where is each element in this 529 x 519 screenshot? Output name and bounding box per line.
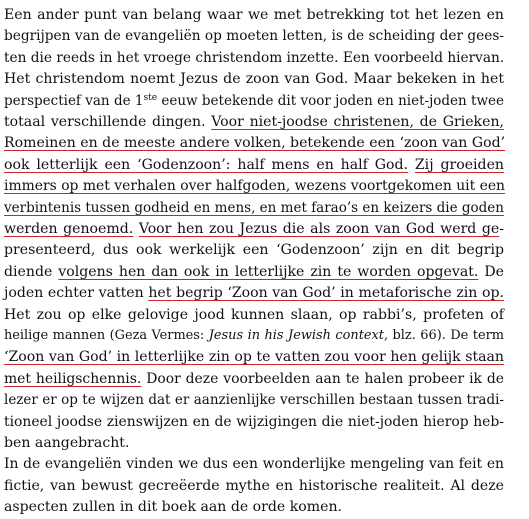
underlined-text: Romeinen en de meeste andere volken, betekende een ‘zoon van God’ <box>4 135 506 152</box>
text-segment: - <box>499 221 504 237</box>
text-line <box>4 389 504 411</box>
text-segment: lezer er op te wijzen dat er aanzienlijke verschillen bestaan tussen tradi- <box>4 392 504 409</box>
text-line <box>4 496 504 518</box>
book-title: Jesus in his Jewish context <box>208 328 384 343</box>
text-segment <box>408 157 415 173</box>
text-segment: eeuw betekende dit voor joden en niet-joden twee <box>157 92 504 109</box>
text-segment: Het zou op elke gelovige jood kunnen slaan, op rabbi’s, profeten of <box>4 306 504 323</box>
text-line <box>4 25 504 47</box>
text-segment: tioneel joodse zienswijzen en de wijzigingen die niet-joden hierop heb- <box>4 413 504 430</box>
text-segment: joden echter vatten <box>4 285 149 302</box>
text-line <box>4 282 504 304</box>
underlined-text: immers op met verhalen over halfgoden, wezens voortgekomen uit een <box>4 178 506 195</box>
text-line <box>4 346 504 368</box>
text-segment: In de evangeliën vinden we dus een wonderlijke mengeling van feit en <box>4 456 504 473</box>
text-segment: totaal verschillende dingen. <box>4 114 212 130</box>
underlined-text: ‘Zoon van God’ in letterlijke zin op te vatten zou voor hen gelijk staan <box>4 349 504 366</box>
text-segment: fictie, van bewust gecreëerde mythe en historische realiteit. Al deze <box>4 477 504 494</box>
text-line <box>4 132 504 154</box>
underlined-text: volgens hen dan ook in letterlijke zin te worden opgevat. <box>58 263 479 280</box>
text-line <box>4 154 504 176</box>
text-segment: diende <box>4 263 59 280</box>
underlined-text: Zij groeiden <box>414 156 504 173</box>
text-segment: perspectief van de 1 <box>4 92 144 109</box>
text-segment: ben aangebracht. <box>4 435 130 451</box>
text-segment: , blz. 66). De term <box>383 328 504 343</box>
text-segment: Het christendom noemt Jezus de zoon van God. Maar bekeken in het <box>4 71 504 88</box>
underlined-text: Voor hen zou Jezus die als zoon van God werd ge <box>138 221 500 237</box>
underlined-text: werden genoemd. <box>4 221 134 237</box>
text-line <box>4 68 504 90</box>
text-segment: ten die reeds in het vroege christendom inzette. Een voorbeeld hiervan. <box>4 49 505 66</box>
underlined-text: het begrip ‘Zoon van God’ in metaforische zin op. <box>148 285 504 302</box>
text-segment: aspecten zullen in dit boek aan de orde komen. <box>4 499 343 516</box>
underlined-text: met heiligschennis. <box>4 370 142 387</box>
text-line <box>4 411 504 433</box>
superscript: ste <box>143 92 158 103</box>
underlined-text: verbintenis tussen godheid en mens, en met farao’s en keizers die goden <box>4 199 504 216</box>
text-line <box>4 90 504 112</box>
text-line <box>4 325 504 347</box>
underlined-text: ook letterlijk een ‘Godenzoon’: half mens en half God. <box>4 156 408 173</box>
text-line <box>4 432 504 454</box>
text-line <box>4 261 504 283</box>
text-line <box>4 111 504 133</box>
text-line <box>4 304 504 326</box>
underlined-text: Voor niet-joodse christenen, de Grieken, <box>211 114 504 130</box>
text-line <box>4 218 504 240</box>
text-line <box>4 175 504 197</box>
text-line <box>4 475 504 497</box>
text-line <box>4 453 504 475</box>
text-segment: Een ander punt van belang waar we met betrekking tot het lezen en <box>4 7 504 23</box>
text-segment: De <box>478 263 504 280</box>
text-line <box>4 4 504 26</box>
text-segment: presenteerd, dus ook werkelijk een ‘Godenzoon’ zijn en dit begrip <box>4 242 504 259</box>
text-line <box>4 368 504 390</box>
text-segment: begrijpen van de evangeliën op moeten letten, is de scheiding der gees- <box>4 28 504 45</box>
text-line <box>4 239 504 261</box>
text-segment: heilige mannen (Geza Vermes: <box>4 328 209 343</box>
text-segment: Door deze voorbeelden aan te halen probeer ik de <box>141 370 504 387</box>
text-line <box>4 197 504 219</box>
text-line <box>4 47 504 69</box>
